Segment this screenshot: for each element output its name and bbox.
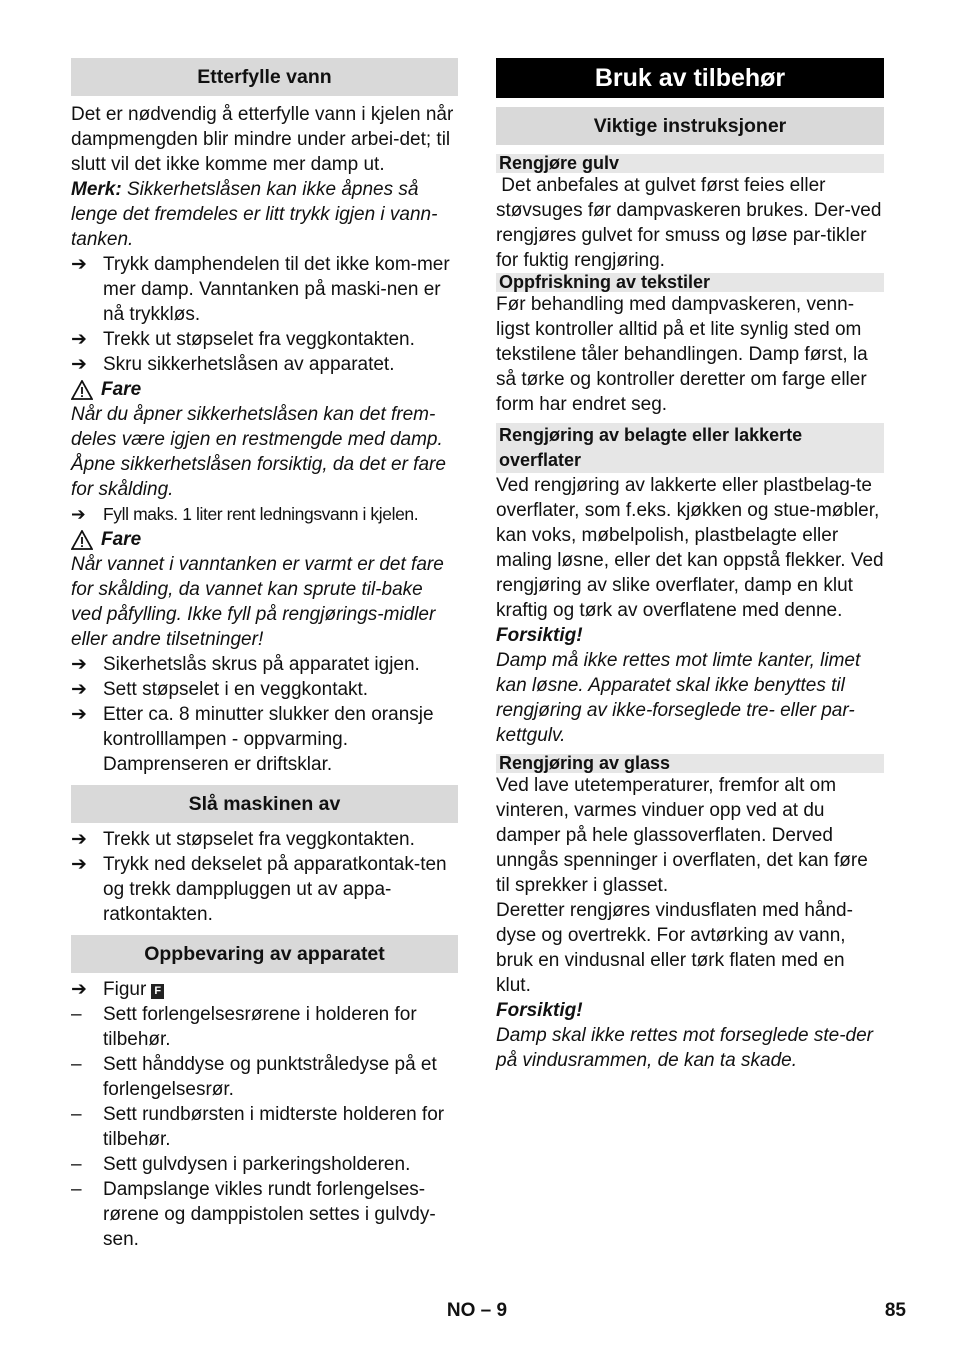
- subheading-clean-floor: Rengjøre gulv: [496, 154, 884, 173]
- heading-turn-off: Slå maskinen av: [71, 785, 458, 823]
- list-item: ➔ Trekk ut støpselet fra veggkontakten.: [71, 829, 415, 850]
- list-item: ➔ Sett støpselet i en veggkontakt.: [71, 679, 369, 700]
- arrow-icon: ➔: [71, 854, 87, 875]
- caution-text-2: Damp skal ikke rettes mot forseglede ste-der på vindusrammen, de kan ta skade.: [496, 1025, 873, 1071]
- list-item: ➔ Skru sikkerhetslåsen av apparatet.: [71, 354, 395, 375]
- section-title: Bruk av tilbehør: [496, 58, 884, 98]
- figure-reference: ➔ Figur F: [71, 977, 458, 1002]
- subheading-textiles: Oppfriskning av tekstiler: [496, 273, 884, 292]
- coated-surfaces-text: Ved rengjøring av lakkerte eller plastbelag-te overflater, som f.eks. kjøkken og stue-møbler, kan voks, møbelpolish, plastbelagte eller maling løsne, eller det kan oppstå flekker. Ved rengjøring av slike overflater, damp en klut kraftig og tørk av overflatene med denne.: [496, 475, 884, 621]
- dash-marker: –: [71, 1154, 82, 1175]
- caution-label-2: Forsiktig!: [496, 1000, 583, 1021]
- arrow-icon: ➔: [71, 979, 87, 1000]
- arrow-icon: ➔: [71, 704, 87, 725]
- clean-floor-text: Det anbefales at gulvet først feies eller støvsuges før dampvaskeren brukes. Der-ved rengjøres gulvet for smuss og løse par-tikler for fuktig rengjøring.: [496, 175, 887, 271]
- arrow-icon: ➔: [71, 829, 87, 850]
- arrow-icon: ➔: [71, 654, 87, 675]
- refill-note: [71, 177, 458, 252]
- danger-heading-1: Fare: [71, 377, 458, 402]
- heading-refill-water: Etterfylle vann: [71, 58, 458, 96]
- subheading-glass: Rengjøring av glass: [496, 754, 884, 773]
- list-item: – Sett hånddyse og punktstråledyse på et forlengelsesrør.: [71, 1054, 437, 1100]
- warning-triangle-icon: [71, 380, 93, 400]
- dash-marker: –: [71, 1054, 82, 1075]
- caution-label-1: Forsiktig!: [496, 625, 583, 646]
- list-item: – Sett rundbørsten i midterste holderen for tilbehør.: [71, 1104, 445, 1150]
- list-item: ➔ Trykk ned dekselet på apparatkontak-ten og trekk damppluggen ut av appa-ratkontakten.: [71, 854, 447, 925]
- list-item: – Sett forlengelsesrørene i holderen for tilbehør.: [71, 1004, 417, 1050]
- refill-intro: Det er nødvendig å etterfylle vann i kjelen når dampmengden blir mindre under arbei-det; til slutt vil det ikke komme mer damp ut.: [71, 104, 454, 175]
- list-item: ➔ Trykk damphendelen til det ikke kom-mer mer damp. Vanntanken på maski-nen er nå trykkløs.: [71, 254, 450, 325]
- arrow-icon: ➔: [71, 329, 87, 350]
- arrow-icon: ➔: [71, 254, 87, 275]
- textiles-text: Før behandling med dampvaskeren, venn-ligst kontroller alltid på et lite synlig sted om tekstilene tåler behandlingen. Damp først, la så tørke og kontroller deretter om farge eller form har endret seg.: [496, 294, 868, 415]
- refill-steps-1: [71, 252, 458, 377]
- list-item: – Dampslange vikles rundt forlengelses-rørene og damppistolen settes i gulvdy-sen.: [71, 1179, 436, 1250]
- danger-heading-2: Fare: [71, 527, 458, 552]
- danger-text-2: Når vannet i vanntanken er varmt er det fare for skålding, da vannet kan sprute til-bake ved påfylling. Ikke fyll på rengjørings-midler eller andre tilsetninger!: [71, 554, 444, 650]
- list-item: ➔ Fyll maks. 1 liter rent ledningsvann i kjelen.: [71, 502, 458, 527]
- left-column: [71, 58, 458, 1252]
- arrow-icon: ➔: [71, 354, 87, 375]
- list-item: ➔ Trekk ut støpselet fra veggkontakten.: [71, 329, 415, 350]
- list-item: – Sett gulvdysen i parkeringsholderen.: [71, 1154, 411, 1175]
- storage-steps: [71, 1002, 458, 1252]
- danger-text-1: Når du åpner sikkerhetslåsen kan det frem-deles være igjen en restmengde med damp. Åpne sikkerhetslåsen forsiktig, da det er fare for skålding.: [71, 404, 446, 500]
- dash-marker: –: [71, 1104, 82, 1125]
- subheading-coated-surfaces: Rengjøring av belagte eller lakkerte overflater: [496, 423, 884, 473]
- warning-triangle-icon: [71, 530, 93, 550]
- heading-important-instructions: Viktige instruksjoner: [496, 107, 884, 145]
- figure-letter-badge: F: [151, 984, 164, 999]
- refill-steps-2: [71, 652, 458, 777]
- glass-text-1: Ved lave utetemperaturer, fremfor alt om vinteren, varmes vinduer opp ved at du damper på hele glassoverflaten. Derved unngås spenninger i overflaten, det kan føre til sprekker i glasset.: [496, 775, 868, 896]
- glass-text-2: Deretter rengjøres vindusflaten med hånd-dyse og overtrekk. For avtørking av vann, bruk en vindusnal eller tørk flaten med en klut.: [496, 900, 853, 996]
- dash-marker: –: [71, 1004, 82, 1025]
- page-number: 85: [884, 1300, 906, 1321]
- caution-text-1: Damp må ikke rettes mot limte kanter, limet kan løsne. Apparatet skal ikke benyttes til rengjøring av ikke-forseglede tre- eller par-kettgulv.: [496, 650, 861, 746]
- arrow-icon: ➔: [71, 504, 86, 524]
- list-item: ➔ Etter ca. 8 minutter slukker den oransje kontrolllampen - oppvarming. Damprenseren er driftsklar.: [71, 704, 434, 775]
- footer-section-label: NO – 9: [446, 1300, 508, 1321]
- note-label: Merk:: [71, 179, 122, 200]
- list-item: ➔ Sikerhetslås skrus på apparatet igjen.: [71, 654, 420, 675]
- dash-marker: –: [71, 1179, 82, 1200]
- right-column: [496, 58, 887, 1073]
- note-text: Sikkerhetslåsen kan ikke åpnes så lenge det fremdeles er litt trykk igjen i vann-tanken.: [71, 179, 438, 250]
- arrow-icon: ➔: [71, 679, 87, 700]
- turn-off-steps: [71, 827, 458, 927]
- heading-storage: Oppbevaring av apparatet: [71, 935, 458, 973]
